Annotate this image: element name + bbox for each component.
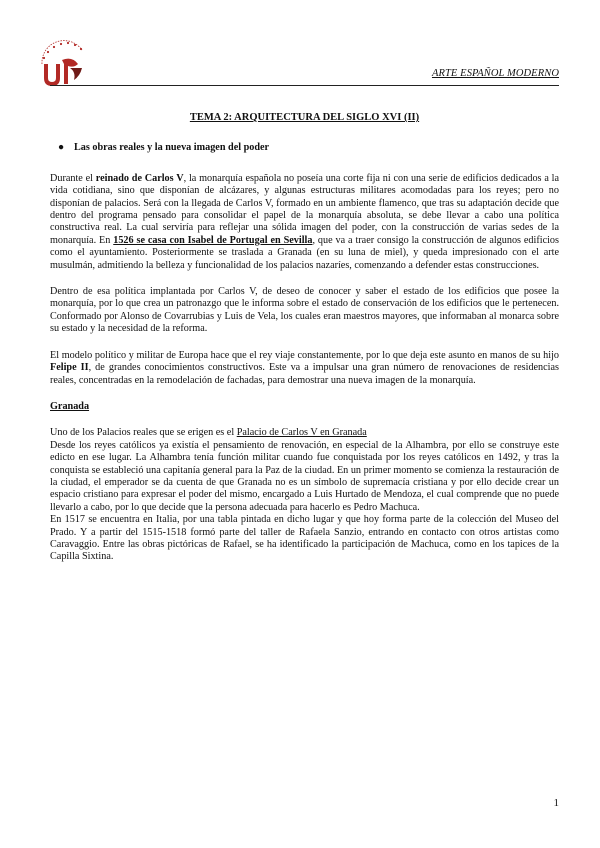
bullet-dot-icon: ●: [58, 142, 65, 154]
paragraph-3-text-b: , de grandes conocimientos constructivos. Este va a impulsar una gran número de renovaciones de residencias reales, concentradas en la remodelación de fachadas, para demostrar una nueva imagen de la monarquía.: [50, 362, 559, 386]
paragraph-1-text-b: , la monarquía española no poseía una corte fija ni con una serie de edificios dedicados a la vida cotidiana, sino que disponían de alcázares, y algunas estructuras militares acomodadas para los reyes; pero no disponían de palacios. Será con la llegada de Carlos V, formado en un ambiente flamenco, que tras su adaptación decide que dentro del programa pensado para consolidar el papel de la monarquía absoluta, se debe llevar a cabo una política constructiva real. La cual serviría para reflejar una sólida imagen del poder, con la construcción de varias sedes de la monarquía. En: [50, 172, 559, 246]
paragraph-1-text-c: , que va a traer consigo la construcción de algunos edificios como el ayuntamiento. Posteriormente se traslada a Granada (en su luna de miel), y queda impresionado con el arte musulmán, admitiendo la belleza y funcionalidad de los palacios nazaríes, comenzando a defender estas construcciones.: [50, 234, 559, 271]
university-logo-icon: [34, 38, 98, 88]
paragraph-6: En 1517 se encuentra en Italia, por una tabla pintada en dicho lugar y que hoy forma parte de la colección del Museo del Prado. Y a partir del 1515-1518 formó parte del taller de Rafaela Sanzio, entrando en contacto con otros artistas como Caravaggio. Entre las obras pictóricas de Rafael, se ha identificado la participación de Machuca, como en los tapices de la Capilla Sixtina.: [50, 514, 559, 563]
header-divider: [50, 85, 559, 86]
paragraph-1-bold-reign: reinado de Carlos V: [95, 172, 184, 184]
section-heading-granada: Granada: [50, 400, 90, 412]
paragraph-3-text-a: El modelo político y militar de Europa hace que el rey viaje constantemente, por lo que deja este asunto en manos de su hijo: [50, 349, 559, 361]
document-body: [50, 112, 559, 564]
paragraph-4-text: Uno de los Palacios reales que se erigen es el: [50, 427, 237, 439]
bullet-heading: [50, 142, 559, 154]
course-title: ARTE ESPAÑOL MODERNO: [431, 68, 559, 79]
paragraph-4: [50, 427, 559, 439]
page-number: 1: [553, 797, 559, 809]
paragraph-5: Desde los reyes católicos ya existía el pensamiento de renovación, en especial de la Alhambra, por ello se construye este edicto en ese lugar. La Alhambra tenía función militar cuando fue conquistada por los reyes católicos en 1492, y tras la conquista se estableció una capitanía general para la Paz de la ciudad. En un primer momento se comienza la restauración de la ciudad, el emperador se da cuenta de que Granada no es un símbolo de supremacía cristiana y por ello decide crear un espacio cristiano para expresar el poder del mismo, encargado a Luis Hurtado de Mendoza, el cual comprende que no puede llevarlo a cabo, por lo que decide que la persona adecuada para hacerlo es Pedro Machuca.: [50, 439, 559, 513]
paragraph-1-bold-marriage: 1526 se casa con Isabel de Portugal en Sevilla: [113, 234, 313, 246]
paragraph-1-text-a: Durante el: [50, 172, 96, 184]
paragraph-2: Dentro de esa política implantada por Carlos V, de deseo de conocer y saber el estado de los edificios que posee la monarquía, por lo que crea un patronazgo que le informa sobre el estado de conservación de los edificios que le pertenecen. Conformado por Alonso de Covarrubias y Luis de Vela, los cuales eran maestros mayores, que informaban al monarca sobre su estado y la necesidad de la reforma.: [50, 286, 559, 335]
paragraph-1: [50, 173, 559, 272]
paragraph-4-underlined-palace: Palacio de Carlos V en Granada: [236, 427, 367, 439]
paragraph-3-bold-felipe: Felipe II: [50, 362, 89, 374]
document-title: TEMA 2: ARQUITECTURA DEL SIGLO XVI (II): [189, 112, 420, 123]
university-logo: [34, 38, 98, 88]
bullet-heading-text: Las obras reales y la nueva imagen del poder: [74, 142, 270, 154]
paragraph-3: [50, 350, 559, 387]
